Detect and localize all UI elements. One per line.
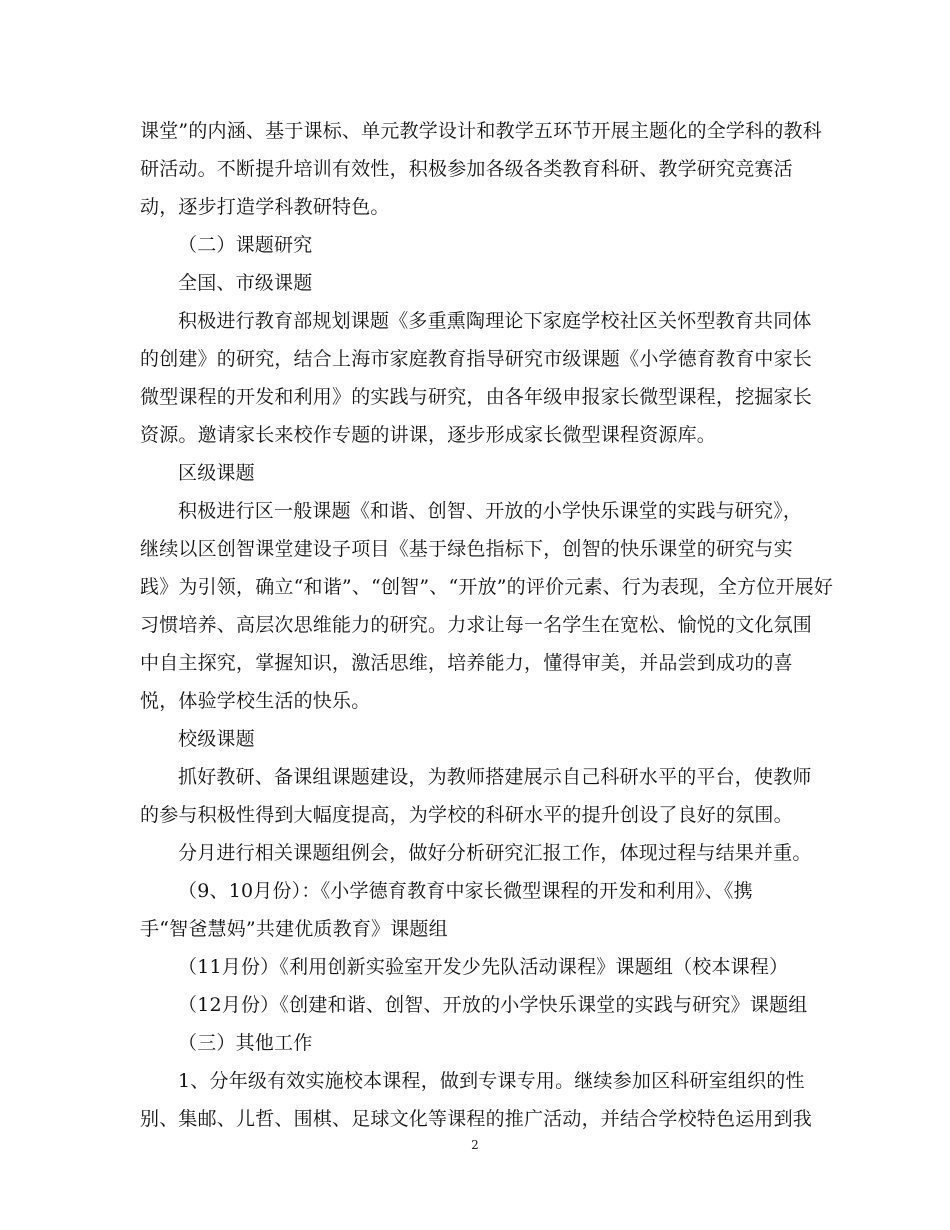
text-line: 微型课程的开发和利用》的实践与研究，由各年级申报家长微型课程，挖掘家长 xyxy=(140,386,813,408)
text-line: 的创建》的研究，结合上海市家庭教育指导研究市级课题《小学德育教育中家长 xyxy=(140,348,813,370)
text-line: 课堂”的内涵、基于课标、单元教学设计和教学五环节开展主题化的全学科的教科 xyxy=(140,120,822,142)
text-line: 手“智爸慧妈”共建优质教育》课题组 xyxy=(140,918,448,940)
text-line: 研活动。不断提升培训有效性，积极参加各级各类教育科研、教学研究竞赛活 xyxy=(140,158,793,180)
text-line: 继续以区创智课堂建设子项目《基于绿色指标下，创智的快乐课堂的研究与实 xyxy=(140,538,793,560)
section-heading: （三）其他工作 xyxy=(178,1032,313,1054)
text-line: 分月进行相关课题组例会，做好分析研究汇报工作，体现过程与结果并重。 xyxy=(178,842,812,864)
text-line: （11月份）《利用创新实验室开发少先队活动课程》课题组（校本课程） xyxy=(178,956,789,978)
subsection-heading: 校级课题 xyxy=(178,728,255,750)
text-line: 践》为引领，确立“和谐”、“创智”、“开放”的评价元素、行为表现，全方位开展好 xyxy=(140,576,834,598)
text-line: （9、10月份）：《小学德育教育中家长微型课程的开发和利用》、《携 xyxy=(178,880,753,902)
subsection-heading: 全国、市级课题 xyxy=(178,272,313,294)
text-line: 别、集邮、儿哲、围棋、足球文化等课程的推广活动，并结合学校特色运用到我 xyxy=(140,1108,813,1130)
subsection-heading: 区级课题 xyxy=(178,462,255,484)
body-text xyxy=(140,118,834,1144)
text-line: 动，逐步打造学科教研特色。 xyxy=(140,196,390,218)
text-line: 1、分年级有效实施校本课程，做到专课专用。继续参加区科研室组织的性 xyxy=(178,1070,805,1092)
text-line: 中自主探究，掌握知识，激活思维，培养能力，懂得审美，并品尝到成功的喜 xyxy=(140,652,793,674)
text-line: 资源。邀请家长来校作专题的讲课，逐步形成家长微型课程资源库。 xyxy=(140,424,717,446)
text-line: 积极进行教育部规划课题《多重熏陶理论下家庭学校社区关怀型教育共同体 xyxy=(178,310,812,332)
text-line: 悦，体验学校生活的快乐。 xyxy=(140,690,371,712)
page-number: 2 xyxy=(471,1138,479,1152)
text-line: 积极进行区一般课题《和谐、创智、开放的小学快乐课堂的实践与研究》， xyxy=(178,500,803,522)
text-line: 习惯培养、高层次思维能力的研究。力求让每一名学生在宽松、愉悦的文化氛围 xyxy=(140,614,813,636)
text-line: （12月份）《创建和谐、创智、开放的小学快乐课堂的实践与研究》课题组 xyxy=(178,994,808,1016)
text-line: 抓好教研、备课组课题建设，为教师搭建展示自己科研水平的平台，使教师 xyxy=(178,766,812,788)
section-heading: （二）课题研究 xyxy=(178,234,313,256)
text-line: 的参与积极性得到大幅度提高，为学校的科研水平的提升创设了良好的氛围。 xyxy=(140,804,793,826)
